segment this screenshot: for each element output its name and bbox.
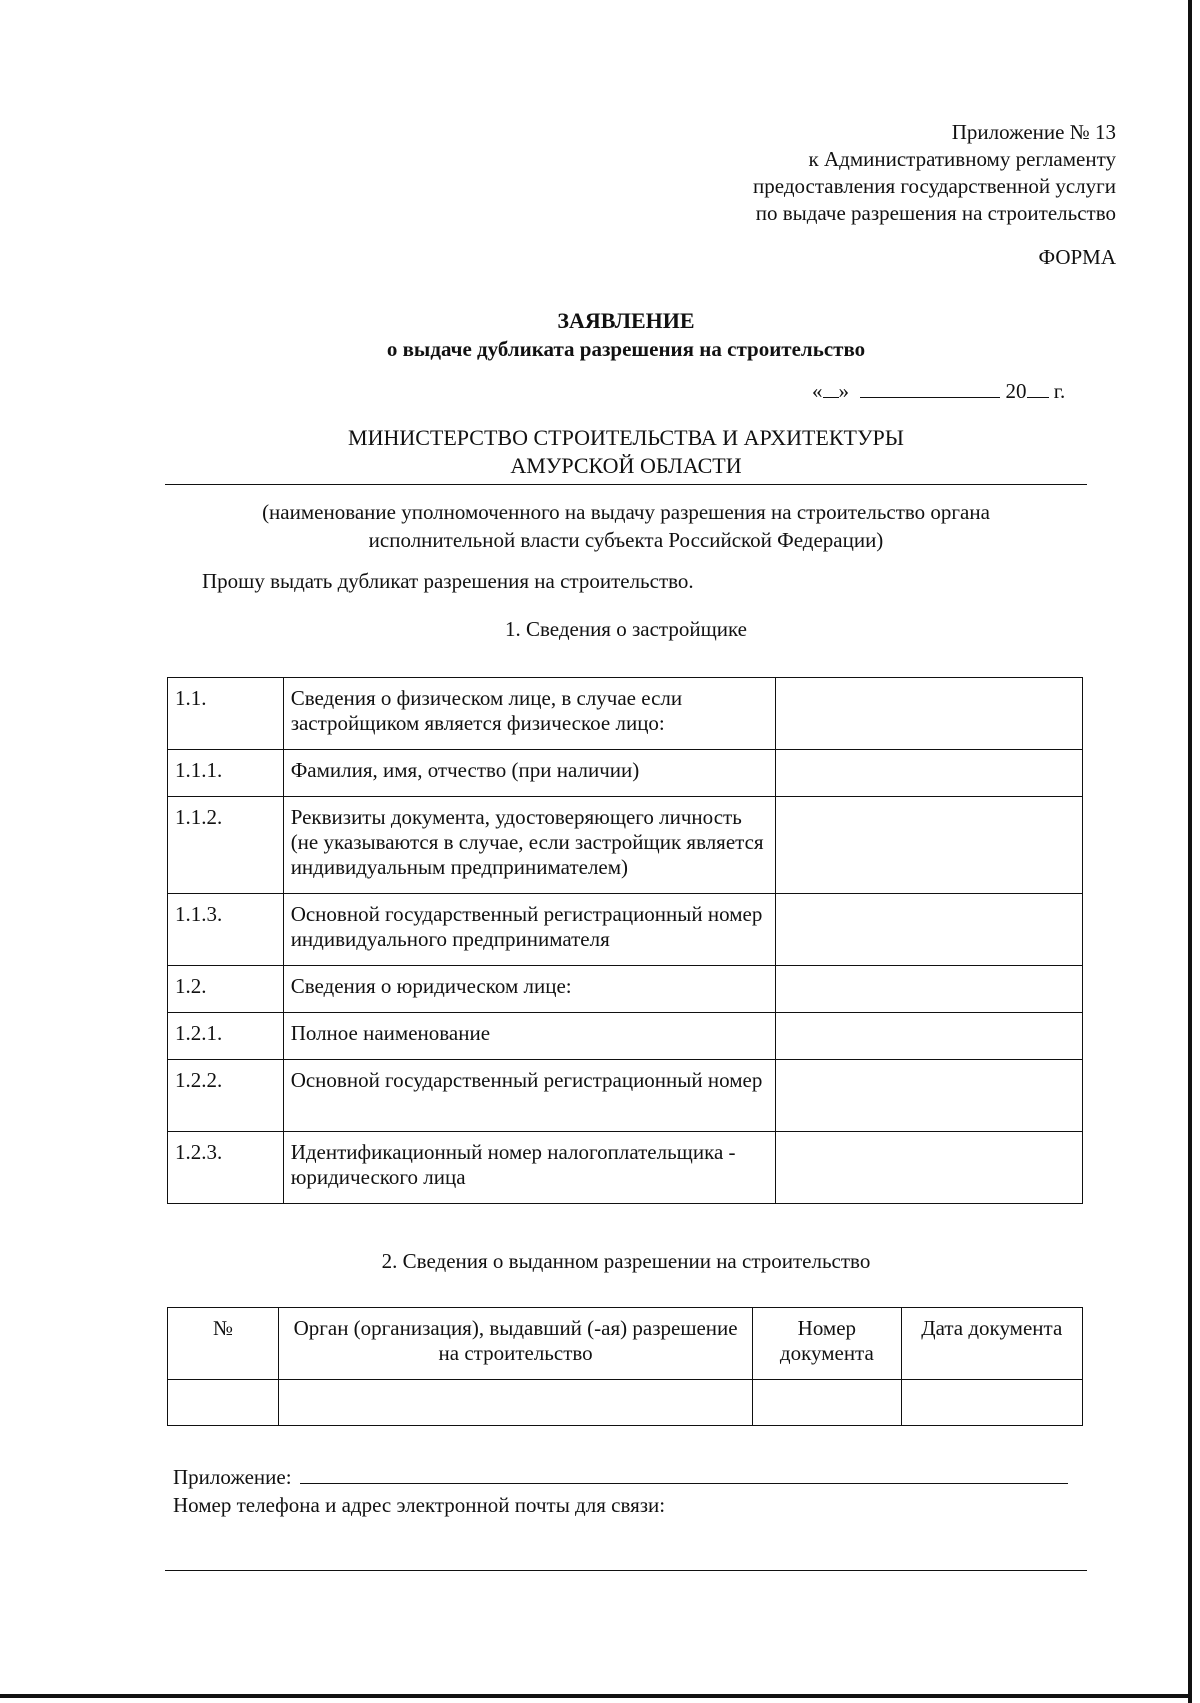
contact-label: Номер телефона и адрес электронной почты для связи: (173, 1493, 666, 1517)
appendix-line: предоставления государственной услуги (753, 174, 1116, 198)
table-row (168, 894, 1083, 966)
contact-field[interactable] (165, 1570, 1087, 1571)
day-field[interactable] (823, 381, 839, 398)
ministry-underline (165, 484, 1087, 485)
table-row (168, 678, 1083, 750)
cell-doc-date-field[interactable] (901, 1380, 1082, 1426)
column-header-doc-date: Дата документа (901, 1308, 1082, 1380)
row-value-field[interactable] (776, 678, 1083, 750)
column-header-doc-number: Номер документа (753, 1308, 901, 1380)
row-label: Реквизиты документа, удостоверяющего личность (не указываются в случае, если застройщик является индивидуальным предпринимателем) (283, 797, 775, 894)
caption-line-2: исполнительной власти субъекта Российской Федерации) (368, 528, 884, 552)
appendix-line: по выдаче разрешения на строительство (755, 201, 1116, 225)
title-main: ЗАЯВЛЕНИЕ (557, 308, 695, 333)
document-title (0, 307, 1200, 363)
attachment-field[interactable] (300, 1467, 1068, 1484)
attachment-line (173, 1465, 1068, 1491)
ministry-line-1: МИНИСТЕРСТВО СТРОИТЕЛЬСТВА И АРХИТЕКТУРЫ (348, 425, 904, 450)
row-number: 1.1.3. (168, 894, 284, 966)
table-row (168, 1013, 1083, 1060)
row-number: 1.1. (168, 678, 284, 750)
ministry-line-2: АМУРСКОЙ ОБЛАСТИ (510, 453, 742, 478)
row-label: Сведения о физическом лице, в случае если застройщиком является физическое лицо: (283, 678, 775, 750)
permit-info-table (167, 1307, 1083, 1426)
date-close-quote: » (838, 379, 849, 403)
developer-info-table (167, 677, 1083, 1204)
row-label: Фамилия, имя, отчество (при наличии) (283, 750, 775, 797)
scan-border-bottom (0, 1694, 1192, 1698)
row-value-field[interactable] (776, 750, 1083, 797)
table-header-row (168, 1308, 1083, 1380)
appendix-line: Приложение № 13 (951, 120, 1116, 144)
request-text: Прошу выдать дубликат разрешения на строительство. (202, 569, 694, 593)
ministry-name (0, 424, 1200, 480)
row-number: 1.1.2. (168, 797, 284, 894)
row-label: Полное наименование (283, 1013, 775, 1060)
row-value-field[interactable] (776, 1013, 1083, 1060)
row-number: 1.2.3. (168, 1132, 284, 1204)
table-row (168, 797, 1083, 894)
caption-line-1: (наименование уполномоченного на выдачу разрешения на строительство органа (262, 500, 990, 524)
table-row (168, 966, 1083, 1013)
row-value-field[interactable] (776, 797, 1083, 894)
row-label: Основной государственный регистрационный номер (283, 1060, 775, 1132)
table-row (168, 1060, 1083, 1132)
row-number: 1.2. (168, 966, 284, 1013)
row-number: 1.1.1. (168, 750, 284, 797)
ministry-caption (0, 498, 1200, 554)
date-line (812, 379, 1065, 405)
section1-heading: 1. Сведения о застройщике (504, 617, 747, 641)
column-header-authority: Орган (организация), выдавший (-ая) разрешение на строительство (279, 1308, 753, 1380)
form-label: ФОРМА (1038, 245, 1116, 269)
cell-number-field[interactable] (168, 1380, 279, 1426)
scan-border-right (1188, 0, 1192, 1703)
title-sub: о выдаче дубликата разрешения на строительство (386, 337, 866, 361)
attachment-label: Приложение: (173, 1465, 292, 1489)
row-number: 1.2.2. (168, 1060, 284, 1132)
row-value-field[interactable] (776, 1060, 1083, 1132)
row-label: Сведения о юридическом лице: (283, 966, 775, 1013)
section2-heading: 2. Сведения о выданном разрешении на строительство (381, 1249, 871, 1273)
appendix-block (516, 119, 1116, 227)
row-value-field[interactable] (776, 1132, 1083, 1204)
column-header-number: № (168, 1308, 279, 1380)
table-row (168, 1380, 1083, 1426)
year-field[interactable] (1027, 381, 1049, 398)
row-number: 1.2.1. (168, 1013, 284, 1060)
row-value-field[interactable] (776, 966, 1083, 1013)
year-suffix: г. (1053, 379, 1066, 403)
cell-authority-field[interactable] (279, 1380, 753, 1426)
cell-doc-number-field[interactable] (753, 1380, 901, 1426)
month-field[interactable] (860, 381, 1000, 398)
table-row (168, 1132, 1083, 1204)
year-prefix: 20 (1005, 379, 1027, 403)
appendix-line: к Административному регламенту (808, 147, 1116, 171)
date-open-quote: « (812, 379, 823, 403)
row-label: Основной государственный регистрационный номер индивидуального предпринимателя (283, 894, 775, 966)
row-value-field[interactable] (776, 894, 1083, 966)
row-label: Идентификационный номер налогоплательщика - юридического лица (283, 1132, 775, 1204)
table-row (168, 750, 1083, 797)
